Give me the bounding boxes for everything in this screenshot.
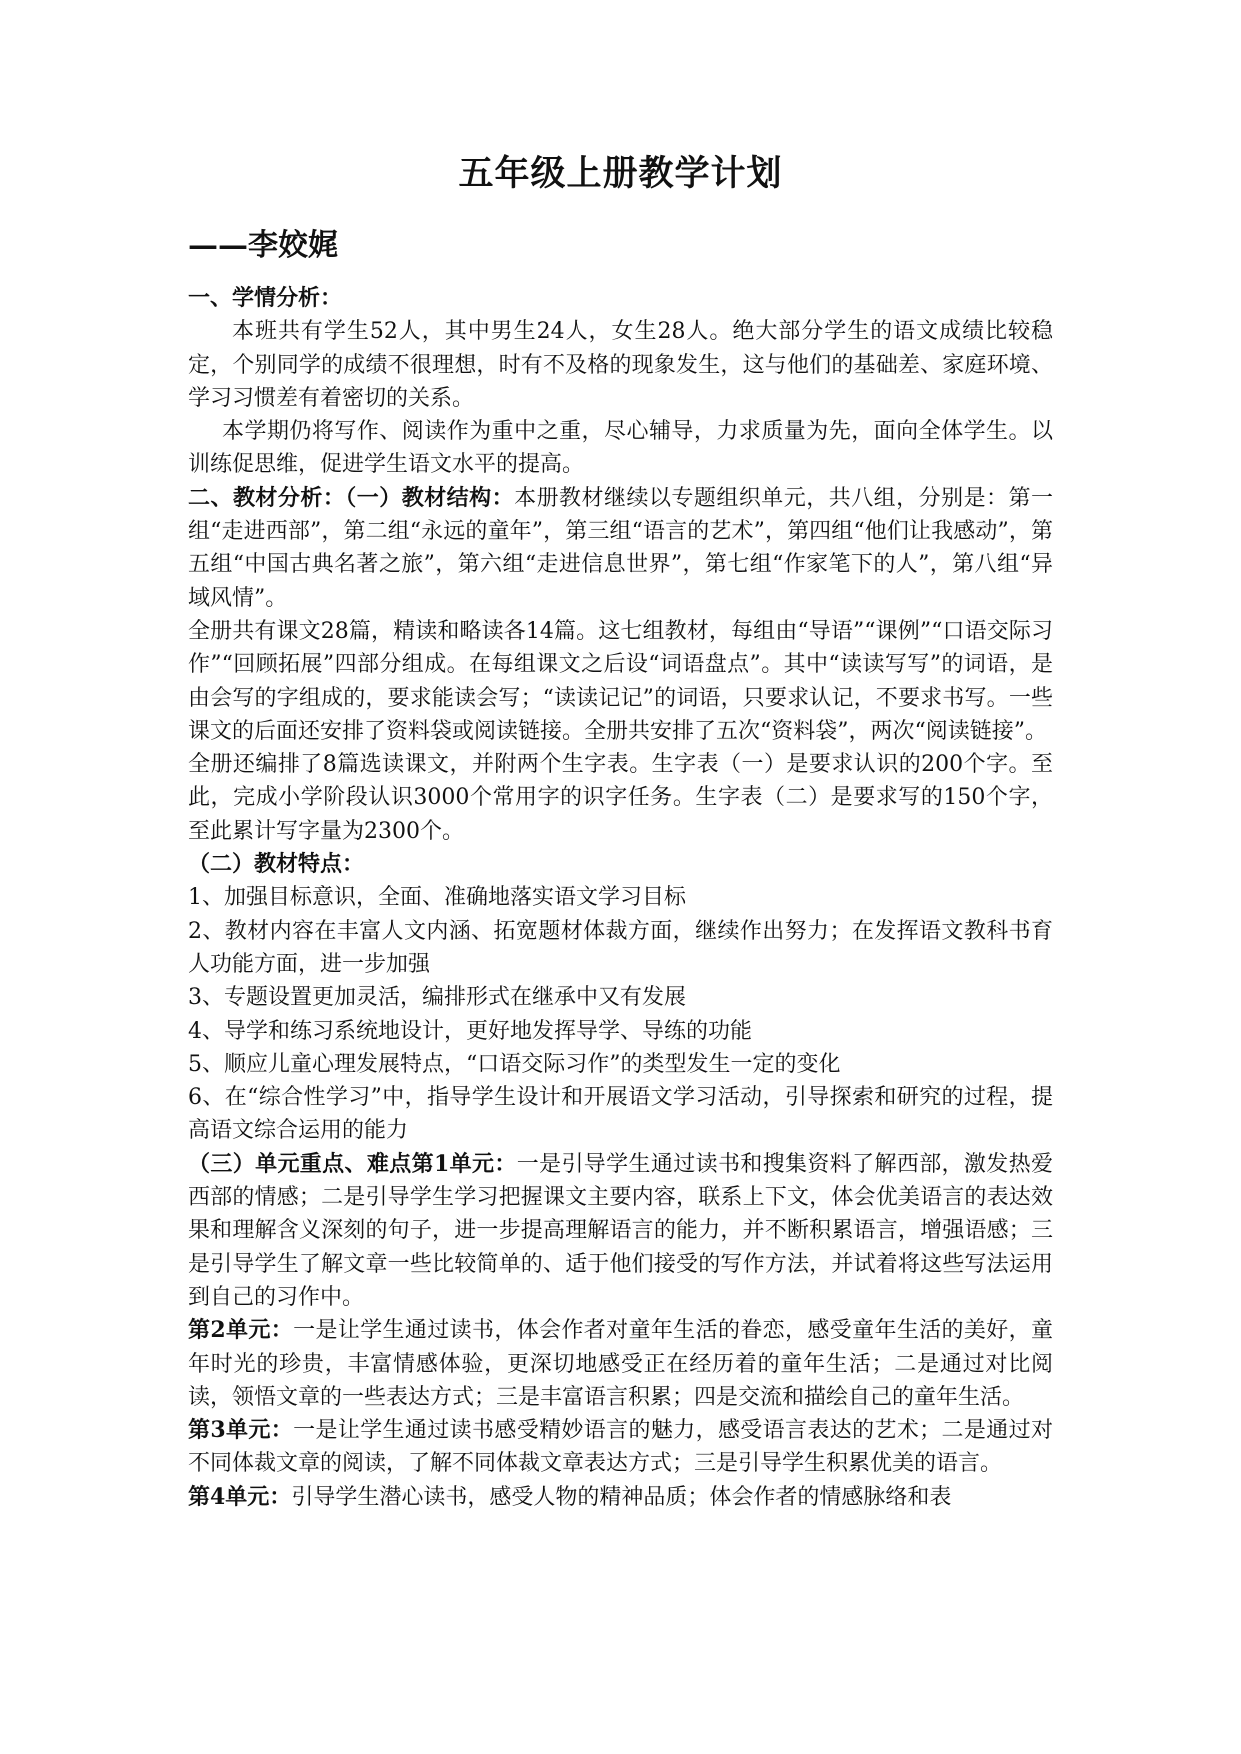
document-title: 五年级上册教学计划 — [458, 153, 783, 194]
feature-item: 2、教材内容在丰富人文内涵、拓宽题材体裁方面，继续作出努力；在发挥语文教科书育人功能方面，进一步加强 — [188, 918, 1053, 977]
feature-item: 1、加强目标意识，全面、准确地落实语文学习目标 — [188, 885, 686, 911]
section-1-heading: 一、学情分析： — [188, 285, 343, 311]
feature-item: 3、专题设置更加灵活，编排形式在继承中又有发展 — [188, 985, 686, 1011]
unit-3-paragraph — [188, 1414, 1053, 1481]
document-author: ——李姣娓 — [188, 228, 338, 263]
unit-3-text: 一是让学生通过读书感受精妙语言的魅力，感受语言表达的艺术；二是通过对不同体裁文章的阅读，了解不同体裁文章表达方式；三是引导学生积累优美的语言。 — [188, 1418, 1053, 1477]
section-1-paragraph-2: 本学期仍将写作、阅读作为重中之重，尽心辅导，力求质量为先，面向全体学生。以训练促思维，促进学生语文水平的提高。 — [188, 419, 1053, 478]
section-2-paragraph-1 — [188, 482, 1053, 615]
feature-item: 6、在“综合性学习”中，指导学生设计和开展语文学习活动，引导探索和研究的过程，提高语文综合运用的能力 — [188, 1085, 1053, 1144]
section-2-paragraph-2: 全册共有课文28篇，精读和略读各14篇。这七组教材，每组由“导语”“课例”“口语交际习作”“回顾拓展”四部分组成。在每组课文之后设“词语盘点”。其中“读读写写”的词语，是由会写的字组成的，要求能读会写；“读读记记”的词语，只要求认记，不要求书写。一些课文的后面还安排了资料袋或阅读链接。全册共安排了五次“资料袋”，两次“阅读链接”。 — [188, 618, 1053, 744]
features-heading: （二）教材特点： — [188, 851, 365, 878]
unit-4-paragraph — [188, 1481, 1053, 1514]
section-1-paragraph-1: 本班共有学生52人，其中男生24人，女生28人。绝大部分学生的语文成绩比较稳定，个别同学的成绩不很理想，时有不及格的现象发生，这与他们的基础差、家庭环境、学习习惯差有着密切的关系。 — [188, 319, 1053, 411]
unit-1-paragraph — [188, 1148, 1053, 1314]
unit-2-text: 一是让学生通过读书，体会作者对童年生活的眷恋，感受童年生活的美好，童年时光的珍贵，丰富情感体验，更深切地感受正在经历着的童年生活；二是通过对比阅读，领悟文章的一些表达方式；三是丰富语言积累；四是交流和描绘自己的童年生活。 — [188, 1318, 1053, 1410]
section-2-text: 本册教材继续以专题组织单元，共八组，分别是：第一组“走进西部”，第二组“永远的童年”，第三组“语言的艺术”，第四组“他们让我感动”，第五组“中国古典名著之旅”，第六组“走进信息世界”，第七组“作家笔下的人”，第八组“异域风情”。 — [188, 485, 1053, 611]
unit-3-label: 第3单元： — [188, 1417, 294, 1444]
unit-2-paragraph — [188, 1314, 1053, 1414]
section-2-heading: 二、教材分析：（一）教材结构： — [188, 484, 515, 511]
unit-2-label: 第2单元： — [188, 1317, 294, 1344]
feature-item: 4、导学和练习系统地设计，更好地发挥导学、导练的功能 — [188, 1018, 752, 1044]
unit-4-label: 第4单元： — [188, 1483, 292, 1510]
unit-4-text: 引导学生潜心读书，感受人物的精神品质；体会作者的情感脉络和表 — [291, 1484, 952, 1510]
section-2-paragraph-3: 全册还编排了8篇选读课文，并附两个生字表。生字表（一）是要求认识的200个字。至此，完成小学阶段认识3000个常用字的识字任务。生字表（二）是要求写的150个字，至此累计写字量为2300个。 — [188, 752, 1053, 844]
feature-item: 5、顺应儿童心理发展特点，“口语交际习作”的类型发生一定的变化 — [188, 1051, 841, 1077]
unit-1-text: 一是引导学生通过读书和搜集资料了解西部，激发热爱西部的情感；二是引导学生学习把握课文主要内容，联系上下文，体会优美语言的表达效果和理解含义深刻的句子，进一步提高理解语言的能力，并不断积累语言，增强语感；三是引导学生了解文章一些比较简单的、适于他们接受的写作方法，并试着将这些写法运用到自己的习作中。 — [188, 1151, 1053, 1310]
document-body — [188, 282, 1053, 1514]
units-heading: （三）单元重点、难点第1单元： — [188, 1150, 517, 1177]
